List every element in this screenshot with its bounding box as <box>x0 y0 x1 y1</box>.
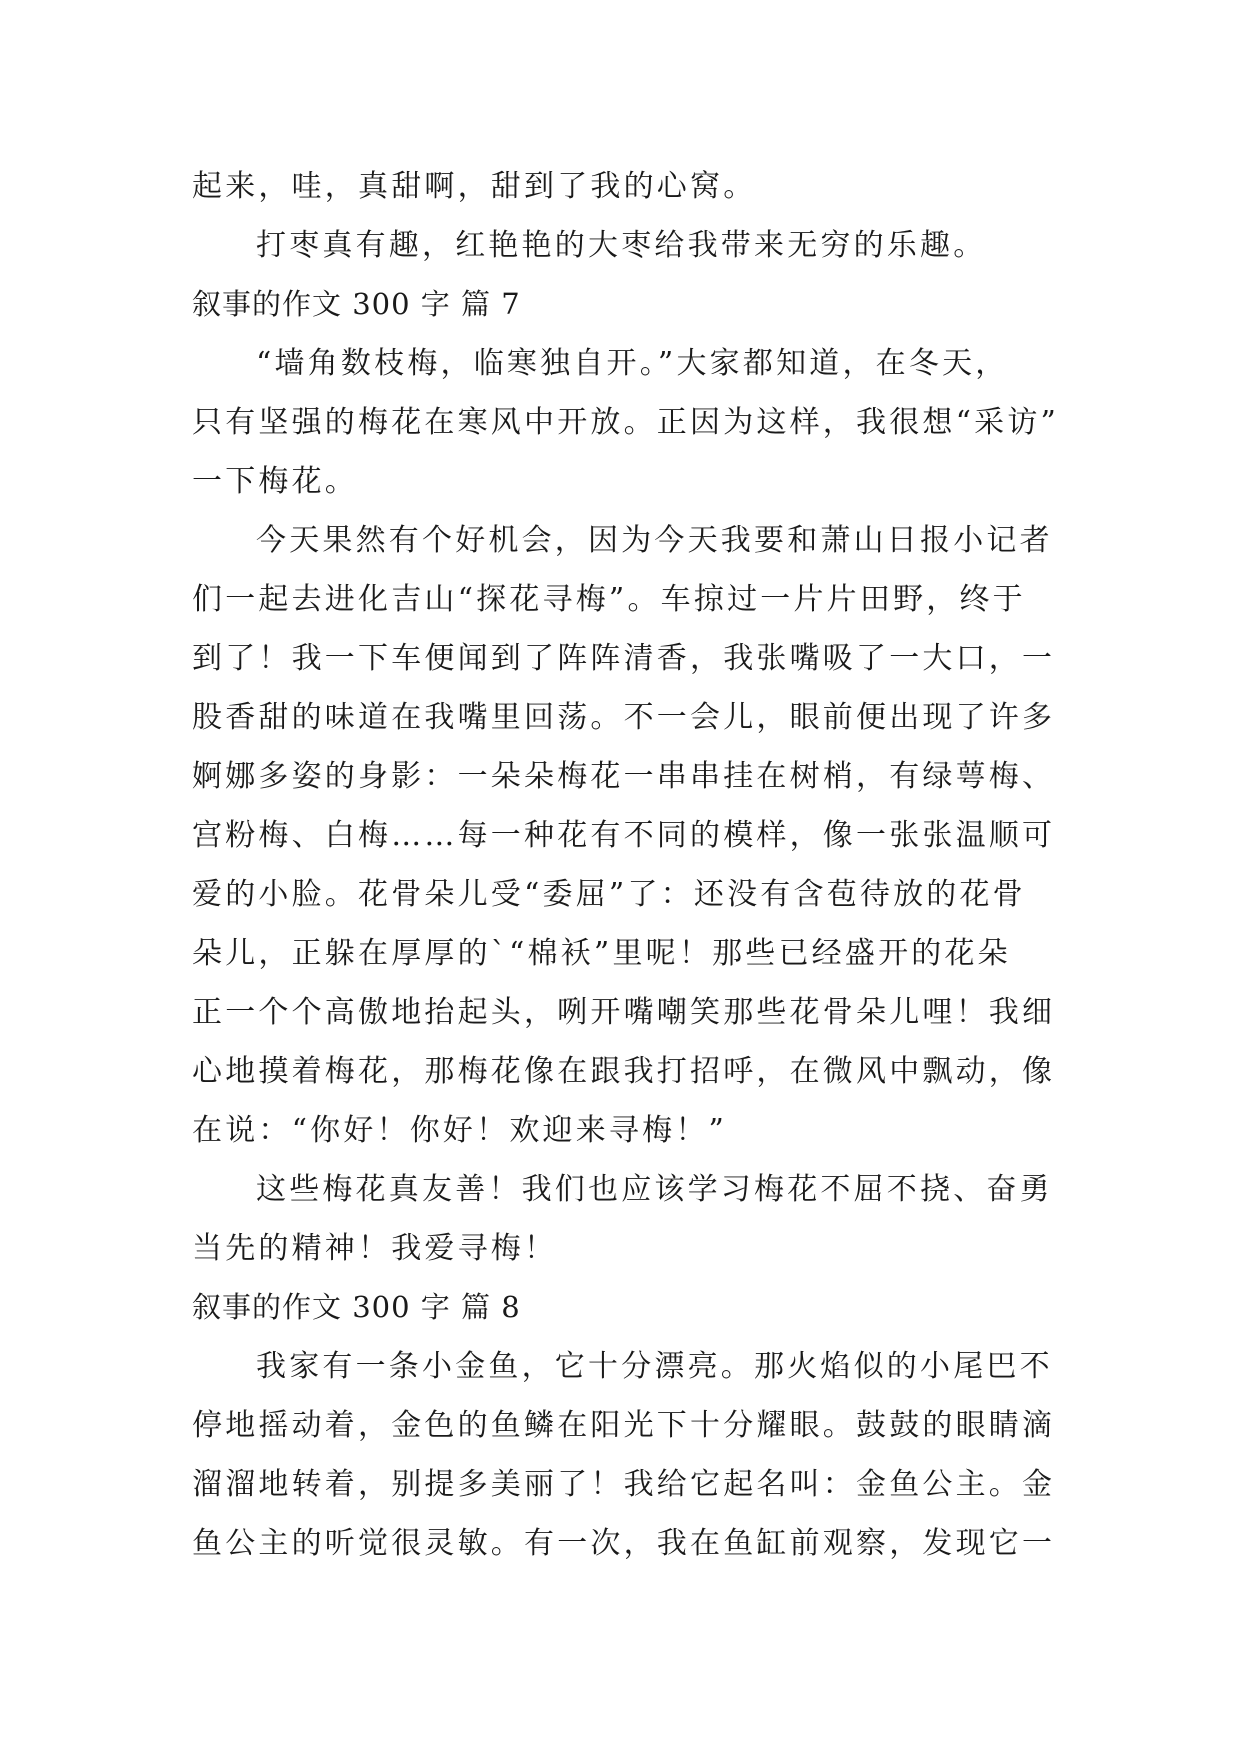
paragraph-line: 宫粉梅、白梅……每一种花有不同的模样，像一张张温顺可 <box>192 818 1056 853</box>
paragraph-line: 们一起去进化吉山“探花寻梅”。车掠过一片片田野，终于 <box>192 582 1026 617</box>
paragraph-line: 溜溜地转着，别提多美丽了！我给它起名叫：金鱼公主。金 <box>192 1467 1056 1502</box>
paragraph-line: 停地摇动着，金色的鱼鳞在阳光下十分耀眼。鼓鼓的眼睛滴 <box>192 1408 1056 1443</box>
paragraph-line: 起来，哇，真甜啊，甜到了我的心窝。 <box>192 169 757 204</box>
paragraph-line: 朵儿，正躲在厚厚的`“棉袄”里呢！那些已经盛开的花朵 <box>192 936 1011 971</box>
paragraph-line: 鱼公主的听觉很灵敏。有一次，我在鱼缸前观察，发现它一 <box>192 1526 1056 1561</box>
paragraph-line: 我家有一条小金鱼，它十分漂亮。那火焰似的小尾巴不 <box>256 1349 1053 1384</box>
paragraph-line: 打枣真有趣，红艳艳的大枣给我带来无穷的乐趣。 <box>256 228 987 263</box>
paragraph-line: 婀娜多姿的身影：一朵朵梅花一串串挂在树梢，有绿萼梅、 <box>192 759 1056 794</box>
paragraph-line: 正一个个高傲地抬起头，咧开嘴嘲笑那些花骨朵儿哩！我细 <box>192 995 1056 1030</box>
paragraph-line: 股香甜的味道在我嘴里回荡。不一会儿，眼前便出现了许多 <box>192 700 1056 735</box>
section-heading: 叙事的作文 300 字 篇 7 <box>192 287 521 321</box>
paragraph-line: 一下梅花。 <box>192 464 358 499</box>
paragraph-line: 只有坚强的梅花在寒风中开放。正因为这样，我很想“采访” <box>192 405 1060 440</box>
paragraph-line: 爱的小脸。花骨朵儿受“委屈”了：还没有含苞待放的花骨 <box>192 877 1026 912</box>
document-body <box>192 157 1072 1573</box>
paragraph-line: 这些梅花真友善！我们也应该学习梅花不屈不挠、奋勇 <box>256 1172 1053 1207</box>
paragraph-line: 今天果然有个好机会，因为今天我要和萧山日报小记者 <box>256 523 1053 558</box>
paragraph-line: 在说：“你好！你好！欢迎来寻梅！” <box>192 1113 728 1148</box>
section-heading: 叙事的作文 300 字 篇 8 <box>192 1290 521 1324</box>
paragraph-line: 心地摸着梅花，那梅花像在跟我打招呼，在微风中飘动，像 <box>192 1054 1056 1089</box>
paragraph-line: “墙角数枝梅，临寒独自开。”大家都知道，在冬天， <box>256 346 1009 381</box>
paragraph-line: 当先的精神！我爱寻梅！ <box>192 1231 558 1266</box>
paragraph-line: 到了！我一下车便闻到了阵阵清香，我张嘴吸了一大口，一 <box>192 641 1056 676</box>
